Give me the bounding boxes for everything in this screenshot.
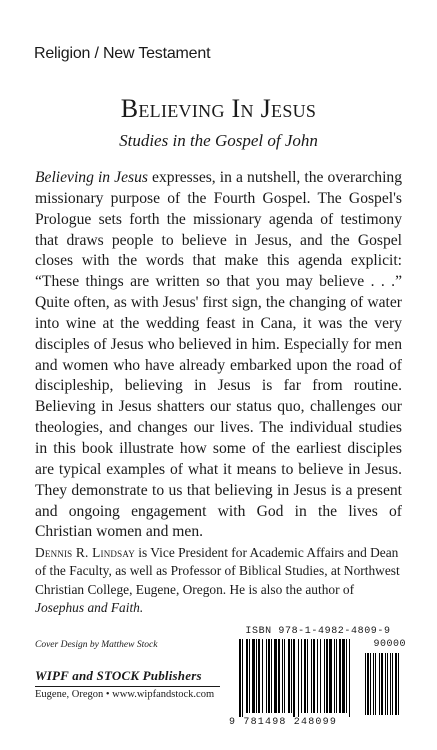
- cover-design-credit: Cover Design by Matthew Stock: [35, 640, 158, 650]
- book-subtitle: Studies in the Gospel of John: [119, 131, 318, 150]
- isbn-number: ISBN 978-1-4982-4809-9: [245, 626, 391, 637]
- category-label: Religion / New Testament: [34, 45, 211, 62]
- isbn-barcode: [227, 625, 409, 733]
- publisher-name: WIPF and STOCK Publishers: [35, 668, 202, 683]
- author-other-book: Josephus and Faith.: [35, 600, 144, 616]
- publisher-info: Eugene, Oregon • www.wipfandstock.com: [35, 689, 215, 700]
- price-code: 90000: [373, 639, 406, 650]
- blurb-book-title: Believing in Jesus: [35, 169, 148, 186]
- publisher-divider: [35, 686, 220, 687]
- barcode-digits: 9 781498 248099: [229, 717, 338, 728]
- book-title: Believing In Jesus: [120, 94, 317, 123]
- blurb-text: expresses, in a nutshell, the overarching missionary purpose of the Fourth Gospel. The Gospel's Prologue sets forth the missionary agenda of testimony that draws people to believe in Jesus, and the Gospel closes with the words that make this agenda explicit: “These things are written so that you may believe . . .” Quite often, as with Jesus' first sign, the changing of water into wine at the wedding feast in Cana, it was the very disciples of Jesus who believed in him. Especially for men and women who have already embarked upon the road of discipleship, believing in Jesus is far from routine. Believing in Jesus shatters our status quo, challenges our theologies, and changes our lives. The individual studies in this book illustrate how some of the earliest disciples are typical examples of what it means to believe in Jesus. They demonstrate to us that believing in Jesus is a present and ongoing engagement with God in the lives of Christian women and men.: [35, 169, 402, 541]
- author-bio-text: is Vice President for Academic Affairs and Dean of the Faculty, as well as Professor of Biblical Studies, at Northwest Christian College, Eugene, Oregon. He is also the author of: [35, 545, 400, 597]
- ean-barcode-icon: [227, 639, 409, 719]
- author-name: Dennis R. Lindsay: [35, 545, 135, 560]
- author-bio: [35, 544, 402, 618]
- book-description: [35, 168, 402, 543]
